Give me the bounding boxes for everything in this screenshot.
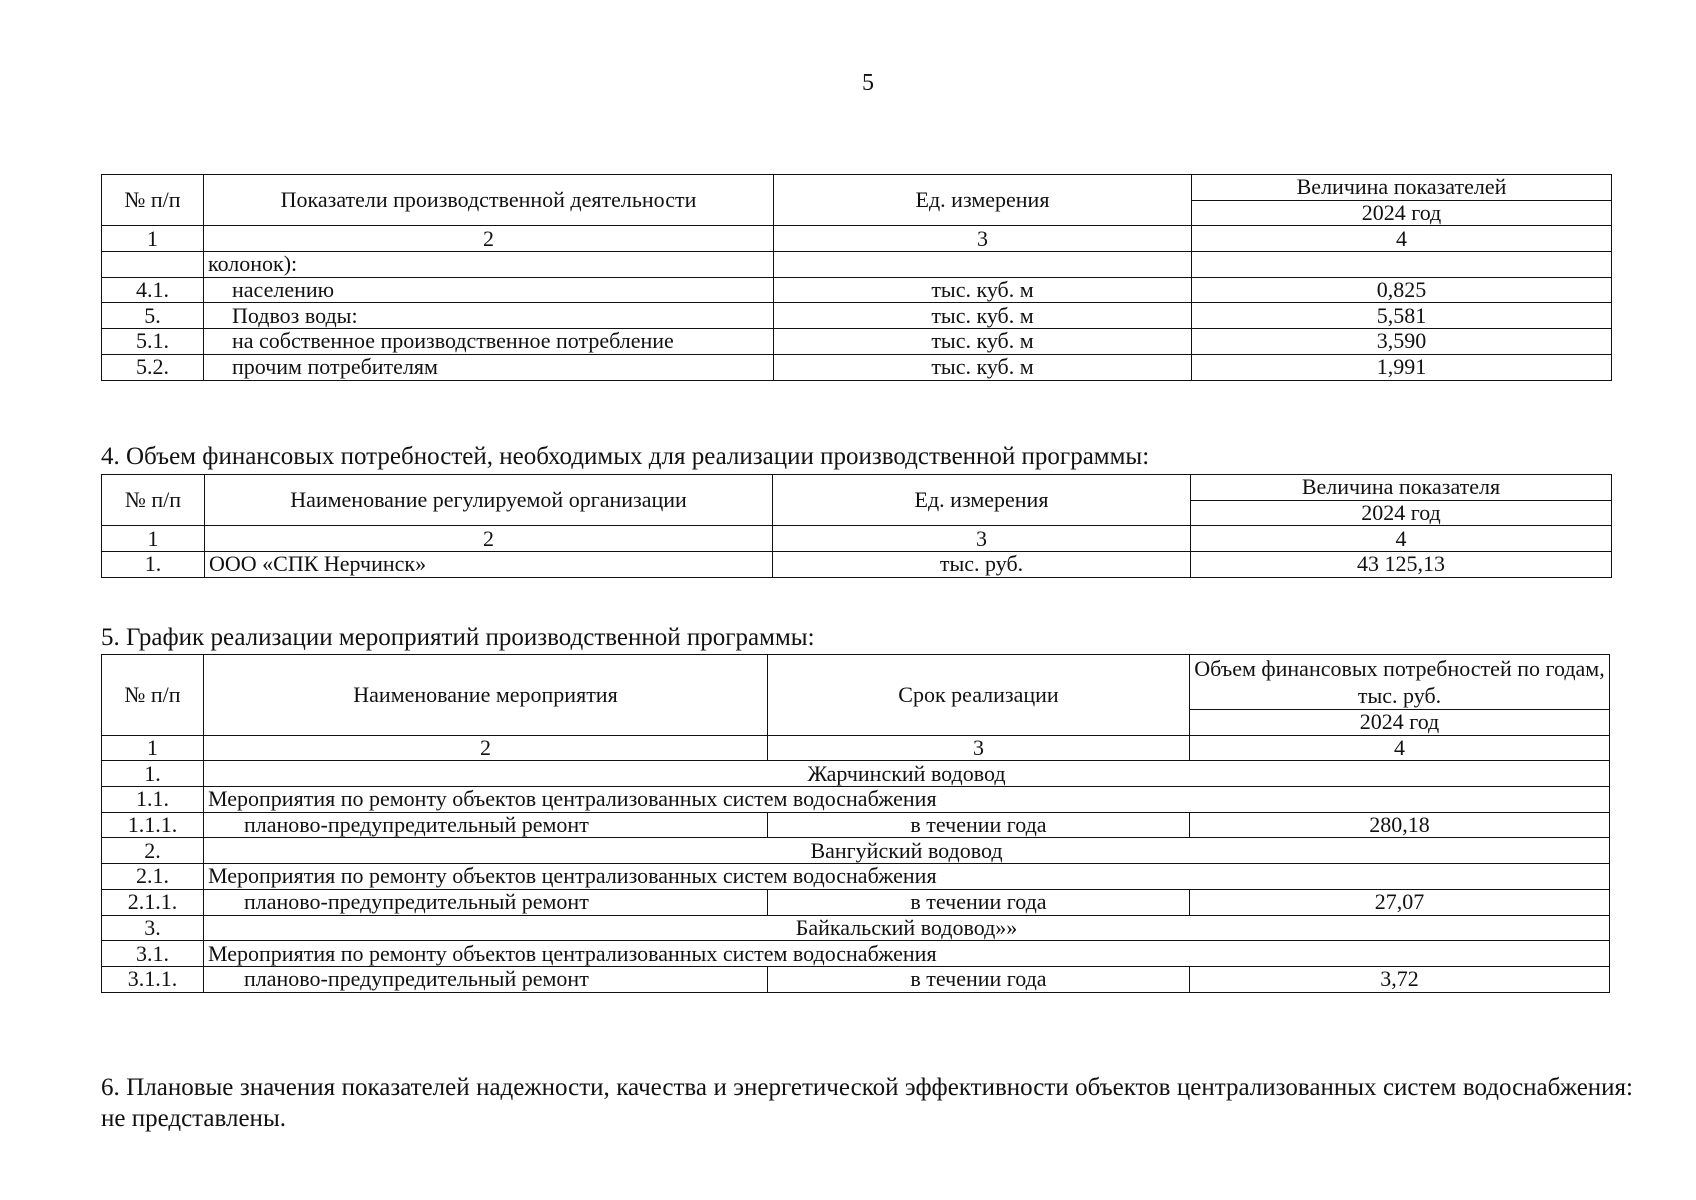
- table-row: [102, 966, 1610, 992]
- col-number: 3: [774, 226, 1192, 252]
- item-value: 3,72: [1190, 966, 1610, 992]
- item-name: планово-предупредительный ремонт: [204, 966, 768, 992]
- column-number-row: [102, 735, 1610, 761]
- header-indicator: Показатели производственной деятельности: [204, 175, 774, 226]
- group-num: 2.: [102, 838, 204, 864]
- row-unit: тыс. куб. м: [774, 277, 1192, 303]
- header-year: 2024 год: [1190, 710, 1610, 736]
- subgroup-num: 2.1.: [102, 864, 204, 890]
- col-number: 2: [204, 735, 768, 761]
- header-year: 2024 год: [1192, 200, 1612, 226]
- subgroup-row: [102, 941, 1610, 967]
- continuation-text: колонок):: [204, 252, 774, 278]
- table-row: [102, 889, 1610, 915]
- group-title: Вангуйский водовод: [204, 838, 1610, 864]
- col-number: 1: [102, 735, 204, 761]
- row-num: 1.: [102, 552, 205, 578]
- row-unit: тыс. куб. м: [774, 354, 1192, 380]
- subgroup-title: Мероприятия по ремонту объектов централизованных систем водоснабжения: [204, 864, 1610, 890]
- row-value: 0,825: [1192, 277, 1612, 303]
- subgroup-title: Мероприятия по ремонту объектов централизованных систем водоснабжения: [204, 787, 1610, 813]
- header-finance: Объем финансовых потребностей по годам, тыс. руб.: [1190, 655, 1610, 710]
- item-term: в течении года: [768, 966, 1190, 992]
- col-number: 2: [204, 226, 774, 252]
- row-name: Подвоз воды:: [204, 303, 774, 329]
- header-num: № п/п: [102, 175, 204, 226]
- col-number: 4: [1190, 735, 1610, 761]
- col-number: 3: [773, 526, 1191, 552]
- group-row: [102, 761, 1610, 787]
- row-unit: тыс. куб. м: [774, 303, 1192, 329]
- schedule-table: [101, 654, 1610, 993]
- row-unit: тыс. руб.: [773, 552, 1191, 578]
- header-unit: Ед. измерения: [773, 475, 1191, 526]
- subgroup-row: [102, 787, 1610, 813]
- header-year: 2024 год: [1191, 500, 1612, 526]
- section-4-heading: 4. Объем финансовых потребностей, необходимых для реализации производственной программы:: [101, 443, 1150, 470]
- group-title: Байкальский водовод»»: [204, 915, 1610, 941]
- column-number-row: [102, 226, 1612, 252]
- column-number-row: [102, 526, 1612, 552]
- col-number: 3: [768, 735, 1190, 761]
- table-row: [102, 354, 1612, 380]
- header-value: Величина показателя: [1191, 475, 1612, 501]
- production-indicators-table: [101, 174, 1612, 381]
- table-row: [102, 812, 1610, 838]
- header-value: Величина показателей: [1192, 175, 1612, 201]
- row-num: 5.2.: [102, 354, 204, 380]
- group-row: [102, 915, 1610, 941]
- page-number: 5: [862, 70, 874, 96]
- group-title: Жарчинский водовод: [204, 761, 1610, 787]
- header-name: Наименование мероприятия: [204, 655, 768, 736]
- group-num: 1.: [102, 761, 204, 787]
- section-6-paragraph: 6. Плановые значения показателей надежности, качества и энергетической эффективности объектов централизованных систем водоснабжения: не представлены.: [101, 1074, 1633, 1132]
- header-num: № п/п: [102, 475, 205, 526]
- row-value: 5,581: [1192, 303, 1612, 329]
- item-num: 1.1.1.: [102, 812, 204, 838]
- col-number: 1: [102, 226, 204, 252]
- item-name: планово-предупредительный ремонт: [204, 812, 768, 838]
- subgroup-num: 3.1.: [102, 941, 204, 967]
- item-value: 280,18: [1190, 812, 1610, 838]
- row-num: 4.1.: [102, 277, 204, 303]
- table-row: [102, 552, 1612, 578]
- table-row: [102, 303, 1612, 329]
- item-term: в течении года: [768, 812, 1190, 838]
- item-value: 27,07: [1190, 889, 1610, 915]
- header-term: Срок реализации: [768, 655, 1190, 736]
- header-unit: Ед. измерения: [774, 175, 1192, 226]
- row-num: 5.: [102, 303, 204, 329]
- header-org: Наименование регулируемой организации: [205, 475, 773, 526]
- group-num: 3.: [102, 915, 204, 941]
- row-value: 43 125,13: [1191, 552, 1612, 578]
- item-num: 3.1.1.: [102, 966, 204, 992]
- col-number: 4: [1191, 526, 1612, 552]
- row-name: на собственное производственное потребление: [204, 329, 774, 355]
- col-number: 4: [1192, 226, 1612, 252]
- row-value: 3,590: [1192, 329, 1612, 355]
- subgroup-row: [102, 864, 1610, 890]
- table-row: [102, 277, 1612, 303]
- item-term: в течении года: [768, 889, 1190, 915]
- financial-needs-table: [101, 474, 1612, 578]
- section-5-heading: 5. График реализации мероприятий производственной программы:: [101, 624, 815, 651]
- row-unit: тыс. куб. м: [774, 329, 1192, 355]
- row-value: 1,991: [1192, 354, 1612, 380]
- subgroup-num: 1.1.: [102, 787, 204, 813]
- row-name: населению: [204, 277, 774, 303]
- table-row: [102, 252, 1612, 278]
- item-name: планово-предупредительный ремонт: [204, 889, 768, 915]
- group-row: [102, 838, 1610, 864]
- header-num: № п/п: [102, 655, 204, 736]
- row-num: 5.1.: [102, 329, 204, 355]
- col-number: 1: [102, 526, 205, 552]
- row-name: прочим потребителям: [204, 354, 774, 380]
- item-num: 2.1.1.: [102, 889, 204, 915]
- table-row: [102, 329, 1612, 355]
- org-name: ООО «СПК Нерчинск»: [205, 552, 773, 578]
- col-number: 2: [205, 526, 773, 552]
- subgroup-title: Мероприятия по ремонту объектов централизованных систем водоснабжения: [204, 941, 1610, 967]
